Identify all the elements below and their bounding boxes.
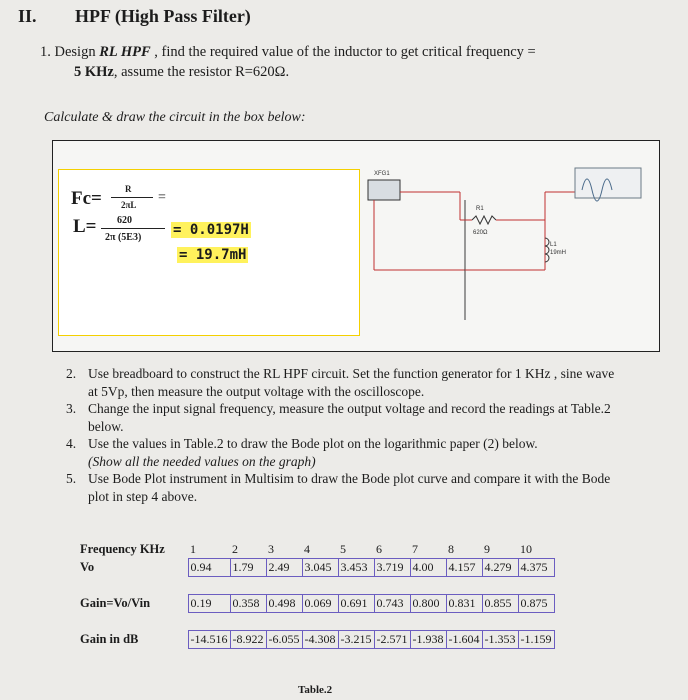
l-fraction-bar	[101, 228, 165, 229]
table-cell: 8	[448, 542, 454, 556]
resistor-value: 620Ω	[473, 230, 488, 236]
table-cell: 4.00	[410, 559, 446, 577]
table-cell: -2.571	[374, 631, 410, 649]
frequency-row	[78, 541, 554, 559]
table-cell: 4.157	[446, 559, 482, 577]
db-row	[78, 631, 554, 649]
table-cell: -8.922	[230, 631, 266, 649]
q1-prefix: 1. Design	[40, 44, 100, 60]
table-cell: 3	[268, 542, 274, 556]
gain-row	[78, 595, 554, 613]
table-cell: -1.353	[482, 631, 518, 649]
section-number: II.	[18, 6, 37, 26]
q1-rest: , find the required value of the inductor to get critical frequency =	[150, 44, 536, 60]
calc-instruction: Calculate & draw the circuit in the box below:	[44, 110, 306, 125]
resistor-label: R1	[476, 206, 484, 212]
function-generator-icon	[368, 180, 400, 200]
table-cell: -1.938	[410, 631, 446, 649]
frequency-label: Frequency KHz	[80, 542, 165, 557]
inductor-label: L1	[550, 242, 557, 248]
table-cell: 4.375	[518, 559, 554, 577]
table-cell: 1.79	[230, 559, 266, 577]
fc-denominator: 2πL	[121, 200, 137, 210]
generator-label: XFG1	[374, 171, 390, 177]
vo-label: Vo	[80, 560, 95, 574]
table-cell: 4	[304, 542, 310, 556]
l-numerator: 620	[117, 215, 132, 226]
table-cell: -1.159	[518, 631, 554, 649]
table-cell: 0.875	[518, 595, 554, 613]
inductor-icon	[545, 238, 549, 262]
table-cell: -3.215	[338, 631, 374, 649]
table-cell: 0.19	[188, 595, 230, 613]
table-cell: -4.308	[302, 631, 338, 649]
results-table	[78, 541, 555, 649]
question-1	[40, 42, 660, 82]
fc-numerator: R	[125, 184, 132, 194]
fc-fraction-bar	[111, 197, 153, 198]
table-cell: 1	[190, 542, 196, 556]
table-cell: 5	[340, 542, 346, 556]
table-cell: 7	[412, 542, 418, 556]
table-cell: 9	[484, 542, 490, 556]
table-cell: 2	[232, 542, 238, 556]
table-cell: 0.855	[482, 595, 518, 613]
handwork-panel	[58, 169, 360, 336]
table-cell: 0.743	[374, 595, 410, 613]
q1-frequency: 5 KHz	[74, 64, 114, 80]
q1-bold: RL HPF	[99, 44, 151, 60]
table-caption: Table.2	[298, 684, 333, 696]
table-cell: 0.069	[302, 595, 338, 613]
table-cell: 4.279	[482, 559, 518, 577]
step-5: 5. Use Bode Plot instrument in Multisim to draw the Bode plot curve and compare it with the Bode plot in step 4 above.	[66, 471, 611, 504]
table-cell: 3.719	[374, 559, 410, 577]
table-cell: 10	[520, 542, 532, 556]
step-3: 3. Change the input signal frequency, measure the output voltage and record the readings at Table.2 below.	[66, 401, 611, 434]
db-label: Gain in dB	[80, 632, 139, 646]
q1-resistor: , assume the resistor R=620Ω.	[113, 64, 290, 80]
table-cell: 6	[376, 542, 382, 556]
l-result-henry: = 0.0197H	[173, 222, 249, 238]
table-cell: 3.453	[338, 559, 374, 577]
fc-label: Fc=	[71, 188, 102, 209]
oscilloscope-icon	[575, 168, 641, 198]
l-denominator: 2π (5E3)	[105, 232, 142, 243]
table-cell: 3.045	[302, 559, 338, 577]
table-cell: 0.691	[338, 595, 374, 613]
section-title: HPF (High Pass Filter)	[75, 6, 251, 26]
table-cell: 2.49	[266, 559, 302, 577]
steps-list	[66, 365, 626, 505]
table-cell: 0.831	[446, 595, 482, 613]
fc-equals: =	[158, 190, 166, 205]
l-label: L=	[73, 216, 97, 237]
table-cell: 0.94	[188, 559, 230, 577]
table-cell: 0.358	[230, 595, 266, 613]
circuit-schematic	[360, 150, 655, 330]
table-cell: 0.800	[410, 595, 446, 613]
vo-row	[78, 559, 554, 577]
table-cell: 0.498	[266, 595, 302, 613]
resistor-icon	[472, 216, 496, 224]
step-4: 4. Use the values in Table.2 to draw the Bode plot on the logarithmic paper (2) below. (Show all the needed values on the graph)	[66, 436, 538, 469]
table-cell: -1.604	[446, 631, 482, 649]
table-cell: -6.055	[266, 631, 302, 649]
gain-label: Gain=Vo/Vin	[80, 596, 151, 610]
inductor-value: 19mH	[550, 250, 567, 256]
step-2: 2. Use breadboard to construct the RL HPF circuit. Set the function generator for 1 KHz , sine wave at 5Vp, then measure the output voltage with the oscilloscope.	[66, 366, 615, 399]
l-result-millihenry: = 19.7mH	[179, 247, 247, 263]
table-cell: -14.516	[188, 631, 230, 649]
